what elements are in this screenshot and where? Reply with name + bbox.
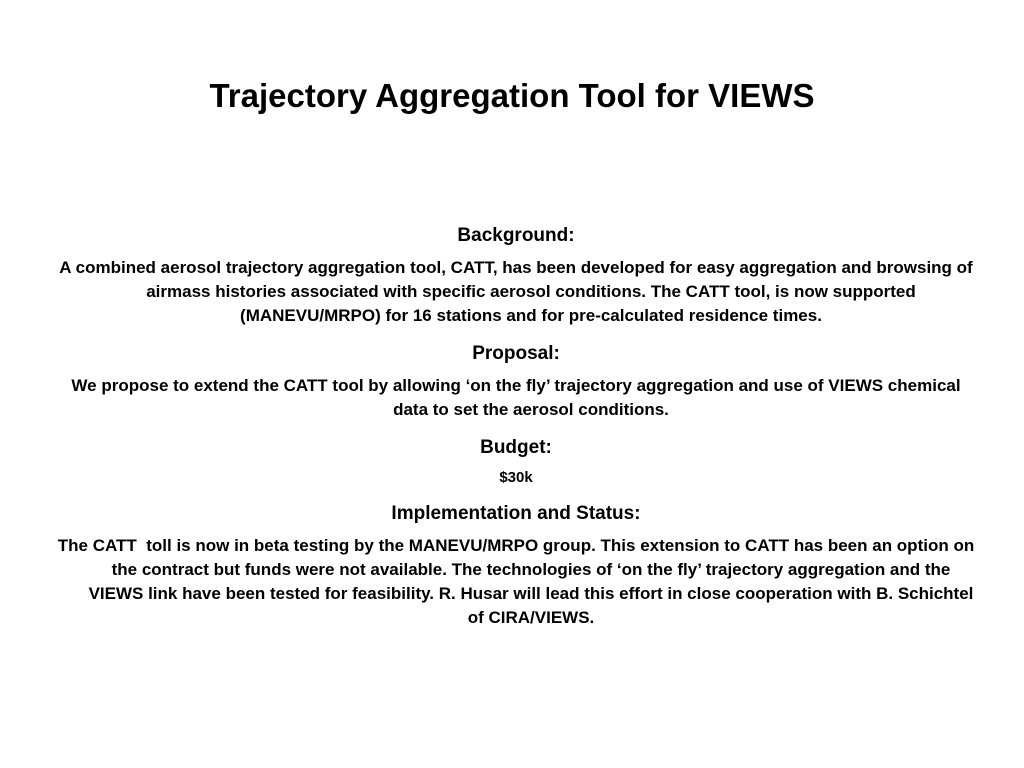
proposal-heading: Proposal: bbox=[472, 343, 560, 364]
background-text: A combined aerosol trajectory aggregation tool, CATT, has been developed for easy aggregation and browsing of airmass histories associated with specific aerosol conditions. The CATT tool, is now supported (MANEVU/MRPO) for 16 stations and for pre-calculated residence times. bbox=[59, 258, 973, 325]
slide-title: Trajectory Aggregation Tool for VIEWS bbox=[209, 77, 815, 114]
implementation-text: The CATT toll is now in beta testing by the MANEVU/MRPO group. This extension to CATT has been an option on the contract but funds were not available. The technologies of ‘on the fly’ trajectory aggregation and the VIEWS link have been tested for feasibility. R. Husar will lead this effort in close cooperation with B. Schichtel of CIRA/VIEWS. bbox=[57, 536, 979, 627]
slide-content bbox=[56, 224, 979, 644]
background-heading: Background: bbox=[457, 225, 575, 246]
implementation-heading: Implementation and Status: bbox=[391, 503, 641, 524]
budget-heading: Budget: bbox=[480, 437, 552, 458]
budget-amount: $30k bbox=[499, 469, 533, 486]
proposal-text: We propose to extend the CATT tool by allowing ‘on the fly’ trajectory aggregation and use of VIEWS chemical data to set the aerosol conditions. bbox=[71, 376, 961, 419]
